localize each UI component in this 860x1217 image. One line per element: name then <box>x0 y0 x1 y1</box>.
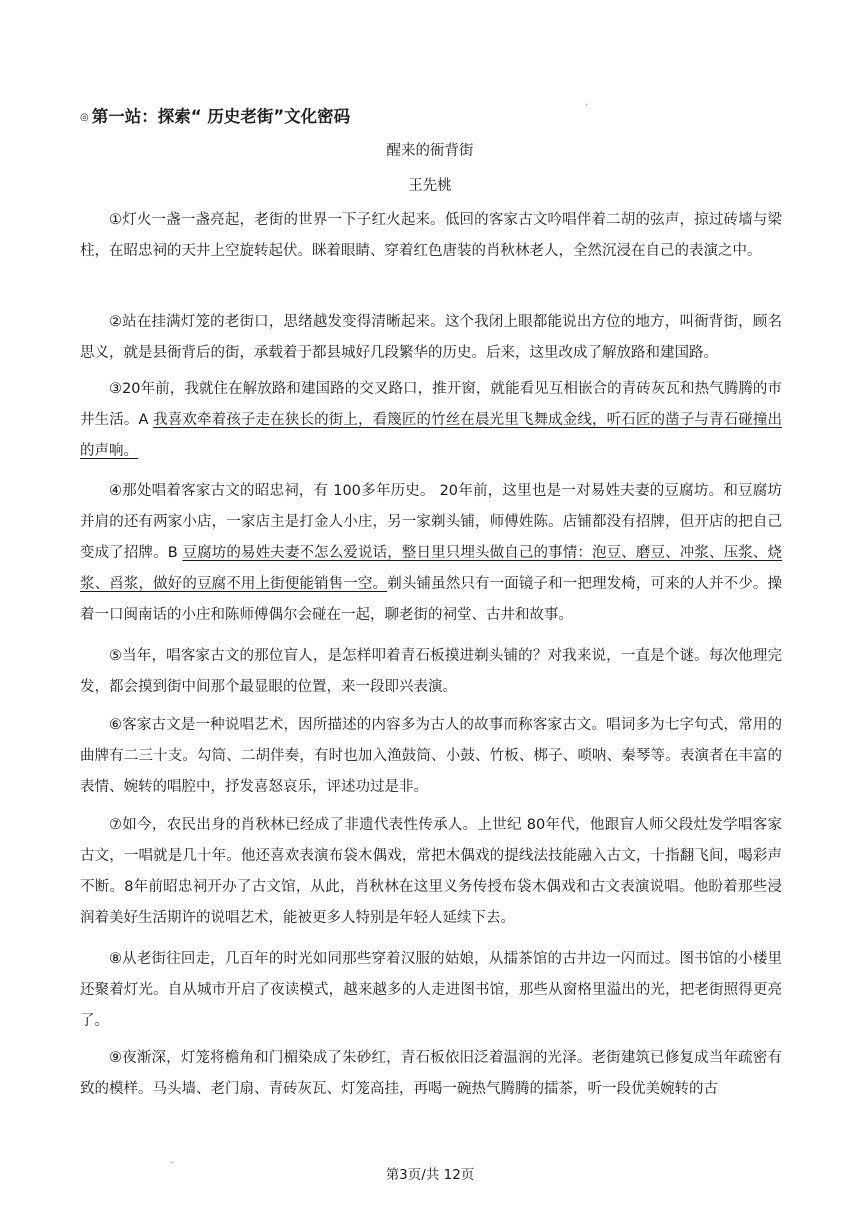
paragraph-4 <box>80 476 782 631</box>
paragraph-1-text: ①灯火一盏一盏亮起，老街的世界一下子红火起来。低回的客家古文吟唱伴着二胡的弦声，掠过砖墙与梁柱，在昭忠祠的天井上空旋转起伏。眯着眼睛、穿着红色唐装的肖秋林老人，全然沉浸在自己的表演之中。 <box>80 212 782 259</box>
paragraph-5-text: ⑤当年，唱客家古文的那位盲人，是怎样叩着青石板摸进剃头铺的？对我来说，一直是个谜。每次他理完发，都会摸到街中间那个最显眼的位置，来一段即兴表演。 <box>80 648 782 695</box>
underlined-sentence-b: 豆腐坊的易姓夫妻不怎么爱说话，整日里只埋头做自己的事情：泡豆、磨豆、冲浆、压浆、烧浆、舀浆，做好的豆腐不用上街便能销售一空。 <box>80 545 783 592</box>
scan-speck: · <box>171 1158 175 1169</box>
article-author: 王先桃 <box>408 178 452 194</box>
paragraph-3 <box>80 374 782 467</box>
paragraph-6-text: ⑥客家古文是一种说唱艺术，因所描述的内容多为古人的故事而称客家古文。唱词多为七字句式，常用的曲牌有二三十支。勾筒、二胡伴奏，有时也加入渔鼓筒、小鼓、竹板、梆子、唢呐、秦琴等。表演者在丰富的表情、婉转的唱腔中，抒发喜怒哀乐，评述功过是非。 <box>80 717 782 795</box>
section-heading <box>80 103 350 127</box>
paragraph-9-text: ⑨夜渐深，灯笼将檐角和门楣染成了朱砂红，青石板依旧泛着温润的光泽。老街建筑已修复成当年疏密有致的模样。马头墙、老门扇、青砖灰瓦、灯笼高挂，再喝一碗热气腾腾的擂茶，听一段优美婉转的古 <box>80 1050 782 1097</box>
paragraph-5 <box>80 641 782 703</box>
paragraph-9 <box>80 1043 782 1105</box>
paragraph-4-text: ④那处唱着客家古文的昭忠祠，有 100多年历史。 20年前，这里也是一对易姓夫妻的豆腐坊。和豆腐坊并肩的还有两家小店，一家店主是打金人小庄，另一家剃头铺，师傅姓陈。店铺都没有招牌，但开店的把自己变成了招牌。B <box>80 483 782 561</box>
paragraph-2 <box>80 307 782 369</box>
underlined-sentence-a: 我喜欢牵着孩子走在狭长的街上，看篾匠的竹丝在晨光里飞舞成金线，听石匠的凿子与青石碰撞出的声响。 <box>80 412 783 459</box>
paragraph-7-text: ⑦如今，农民出身的肖秋林已经成了非遗代表性传承人。上世纪 80年代，他跟盲人师父段灶发学唱客家古文，一唱就是几十年。他还喜欢表演布袋木偶戏，常把木偶戏的提线法技能融入古文，十指翻飞间，喝彩声不断。8年前昭忠祠开办了古文馆，从此，肖秋林在这里义务传授布袋木偶戏和古文表演说唱。他盼着那些浸润着美好生活期许的说唱艺术，能被更多人特别是年轻人延续下去。 <box>80 817 782 926</box>
paragraph-7 <box>80 810 782 934</box>
paragraph-8 <box>80 944 782 1037</box>
paragraph-4-text-end: 剃头铺虽然只有一面镜子和一把理发椅，可来的人并不少。操着一口闽南话的小庄和陈师傅偶尔会碰在一起，聊老街的祠堂、古井和故事。 <box>80 576 783 623</box>
paragraph-6 <box>80 710 782 803</box>
bullet-icon: ◎ <box>80 112 89 123</box>
paragraph-1 <box>80 205 782 267</box>
page-number: 第3页/共 12页 <box>385 1167 475 1183</box>
scan-speck: · <box>585 100 589 111</box>
paragraph-8-text: ⑧从老街往回走，几百年的时光如同那些穿着汉服的姑娘，从擂茶馆的古井边一闪而过。图书馆的小楼里还聚着灯光。自从城市开启了夜读模式，越来越多的人走进图书馆，那些从窗格里溢出的光，把老街照得更亮了。 <box>80 951 782 1029</box>
paragraph-2-text: ②站在挂满灯笼的老街口，思绪越发变得清晰起来。这个我闭上眼都能说出方位的地方，叫衙背街，顾名思义，就是县衙背后的街，承载着于都县城好几段繁华的历史。后来，这里改成了解放路和建国路。 <box>80 314 782 361</box>
article-title: 醒来的衙背街 <box>386 143 474 159</box>
paragraph-3-text: ③20年前，我就住在解放路和建国路的交叉路口，推开窗，就能看见互相嵌合的青砖灰瓦和热气腾腾的市井生活。A <box>80 381 782 428</box>
section-heading-text: 第一站：探索“ 历史老街”文化密码 <box>91 107 351 126</box>
